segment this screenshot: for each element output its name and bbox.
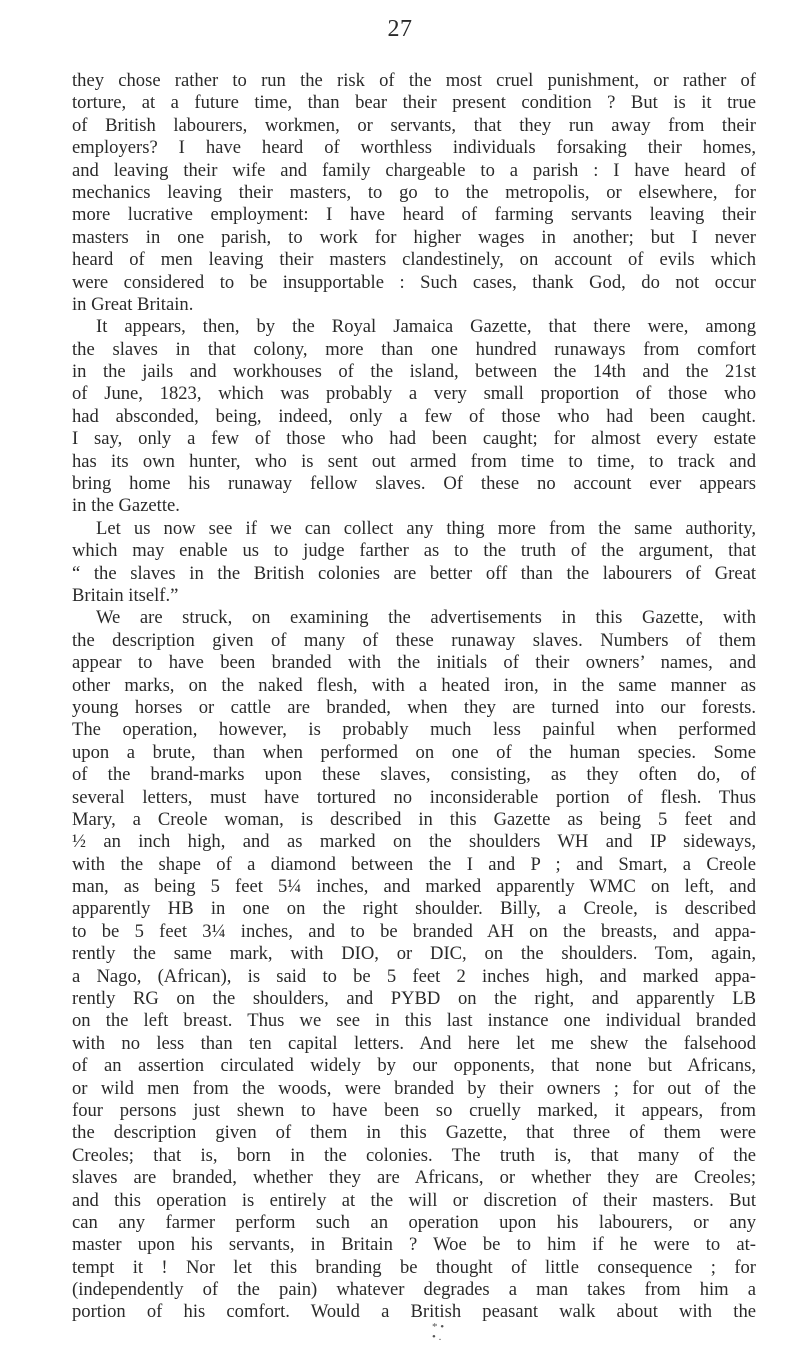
text-line: Creoles; that is, born in the colonies. The truth is, that many of the [72, 1144, 756, 1166]
text-line: apparently HB in one on the right shoulder. Billy, a Creole, is described [72, 898, 756, 920]
text-line: the slaves in that colony, more than one hundred runaways from comfort [72, 338, 756, 360]
text-line: It appears, then, by the Royal Jamaica Gazette, that there were, among [96, 316, 756, 338]
text-line: ½ an inch high, and as marked on the shoulders WH and IP sideways, [72, 831, 756, 853]
text-line: other marks, on the naked flesh, with a heated iron, in the same manner as [72, 674, 756, 696]
text-line: were considered to be insupportable : Such cases, thank God, do not occur [72, 271, 756, 293]
printer-mark: • . [432, 1331, 442, 1343]
page-number: 27 [387, 16, 413, 42]
text-line: or wild men from the woods, were branded by their owners ; for out of the [72, 1077, 756, 1099]
text-line: more lucrative employment: I have heard of farming servants leaving their [72, 204, 756, 226]
text-line: appear to have been branded with the initials of their owners’ names, and [72, 652, 756, 674]
text-line: the description given of them in this Gazette, that three of them were [72, 1122, 756, 1144]
text-line: of British labourers, workmen, or servants, that they run away from their [72, 114, 756, 136]
text-line: “ the slaves in the British colonies are better off than the labourers of Great [72, 562, 756, 584]
text-line: masters in one parish, to work for higher wages in another; but I never [72, 226, 756, 248]
text-line: I say, only a few of those who had been caught; for almost every estate [72, 428, 756, 450]
text-line: in the jails and workhouses of the island, between the 14th and the 21st [72, 361, 756, 383]
body-text [72, 70, 756, 1324]
text-line: mechanics leaving their masters, to go to the metropolis, or elsewhere, for [72, 181, 756, 203]
text-line: of an assertion circulated widely by our opponents, that none but Africans, [72, 1055, 756, 1077]
text-line: The operation, however, is probably much less painful when performed [72, 719, 756, 741]
text-line: Britain itself.” [72, 584, 179, 606]
text-line: several letters, must have tortured no inconsiderable portion of flesh. Thus [72, 786, 756, 808]
text-line: and leaving their wife and family chargeable to a parish : I have heard of [72, 159, 756, 181]
text-line: a Nago, (African), is said to be 5 feet 2 inches high, and marked appa- [72, 965, 756, 987]
text-line: upon a brute, than when performed on one of the human species. Some [72, 741, 756, 763]
text-line: young horses or cattle are branded, when they are turned into our forests. [72, 696, 756, 718]
text-line: can any farmer perform such an operation upon his labourers, or any [72, 1211, 756, 1233]
printer-marks [432, 1322, 472, 1352]
text-line: four persons just shewn to have been so cruelly marked, it appears, from [72, 1099, 756, 1121]
text-line: with no less than ten capital letters. And here let me shew the falsehood [72, 1032, 756, 1054]
text-line: master upon his servants, in Britain ? Woe be to him if he were to at- [72, 1234, 756, 1256]
text-line: of the brand-marks upon these slaves, consisting, as they often do, of [72, 764, 756, 786]
text-line: heard of men leaving their masters clandestinely, on account of evils which [72, 249, 756, 271]
text-line: and this operation is entirely at the will or discretion of their masters. But [72, 1189, 756, 1211]
text-line: We are struck, on examining the advertisements in this Gazette, with [96, 607, 756, 629]
text-line: rently the same mark, with DIO, or DIC, on the shoulders. Tom, again, [72, 943, 756, 965]
text-line: of June, 1823, which was probably a very small proportion of those who [72, 383, 756, 405]
text-line: rently RG on the shoulders, and PYBD on the right, and apparently LB [72, 988, 756, 1010]
text-line: Let us now see if we can collect any thing more from the same authority, [96, 517, 756, 539]
text-line: man, as being 5 feet 5¼ inches, and marked apparently WMC on left, and [72, 876, 756, 898]
text-line: to be 5 feet 3¼ inches, and to be branded AH on the breasts, and appa- [72, 920, 756, 942]
text-line: which may enable us to judge farther as to the truth of the argument, that [72, 540, 756, 562]
printer-mark: * • [432, 1321, 445, 1333]
text-line: in the Gazette. [72, 495, 180, 517]
text-line: (independently of the pain) whatever degrades a man takes from him a [72, 1279, 756, 1301]
text-line: with the shape of a diamond between the I and P ; and Smart, a Creole [72, 853, 756, 875]
text-line: Mary, a Creole woman, is described in this Gazette as being 5 feet and [72, 808, 756, 830]
text-line: had absconded, being, indeed, only a few of those who had been caught. [72, 405, 756, 427]
text-line: they chose rather to run the risk of the most cruel punishment, or rather of [72, 70, 756, 91]
text-line: the description given of many of these runaway slaves. Numbers of them [72, 629, 756, 651]
text-line: has its own hunter, who is sent out armed from time to time, to track and [72, 450, 756, 472]
text-line: on the left breast. Thus we see in this last instance one individual branded [72, 1010, 756, 1032]
text-line: tempt it ! Nor let this branding be thought of little consequence ; for [72, 1256, 756, 1278]
text-line: bring home his runaway fellow slaves. Of these no account ever appears [72, 473, 756, 495]
text-line: in Great Britain. [72, 293, 194, 315]
text-line: portion of his comfort. Would a British peasant walk about with the [72, 1301, 756, 1323]
text-line: employers? I have heard of worthless individuals forsaking their homes, [72, 137, 756, 159]
text-line: torture, at a future time, than bear their present condition ? But is it true [72, 92, 756, 114]
text-line: slaves are branded, whether they are Africans, or whether they are Creoles; [72, 1167, 756, 1189]
